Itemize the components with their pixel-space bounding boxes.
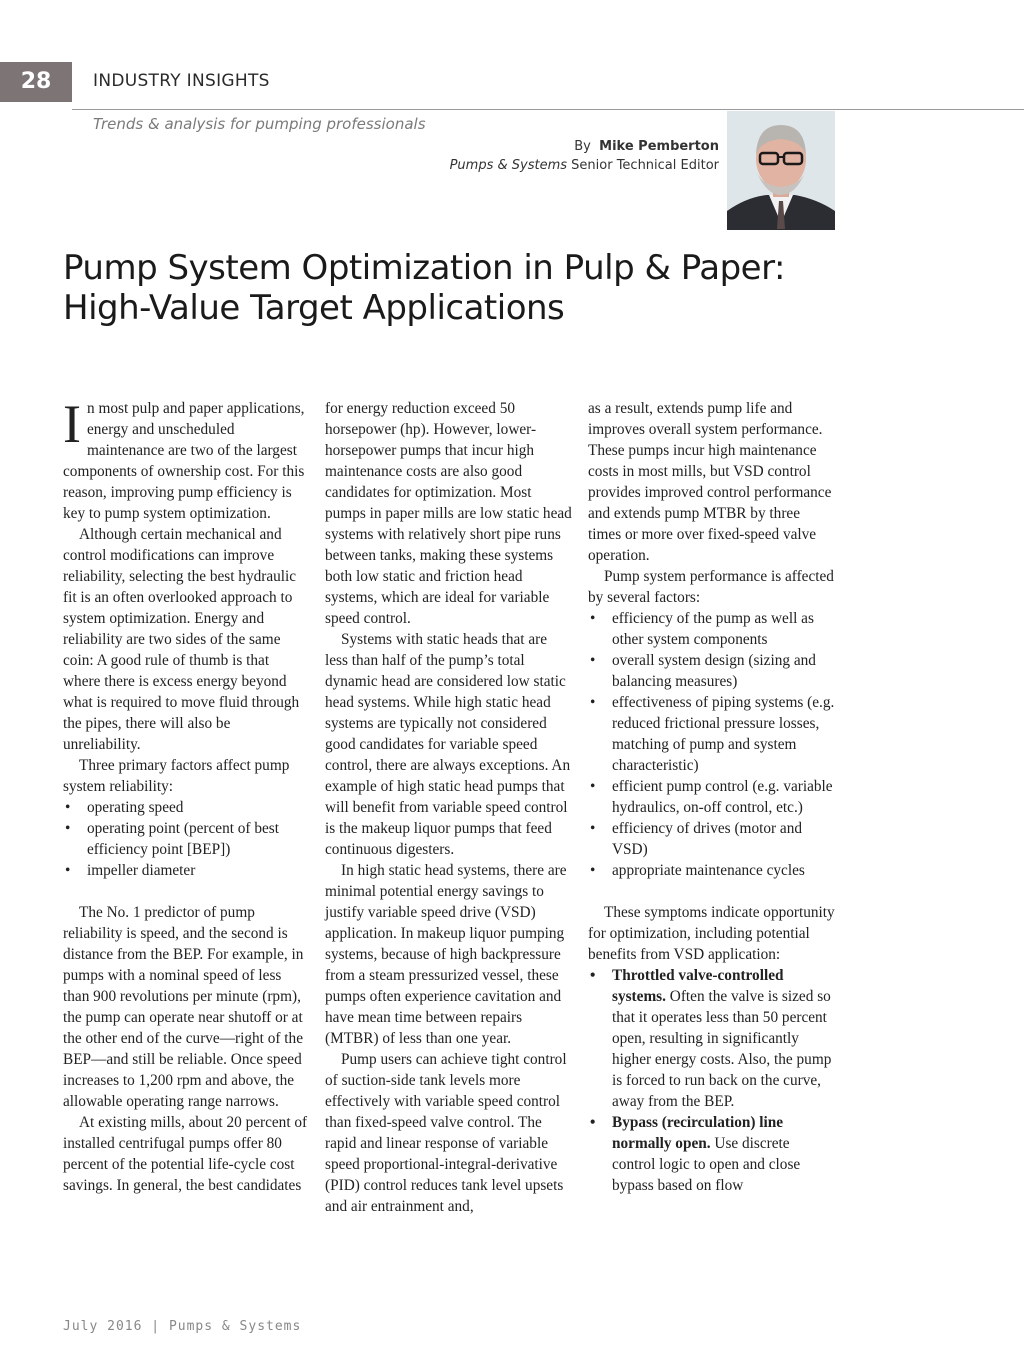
list-item: • efficient pump control (e.g. variable hydraulics, on-off control, etc.) [588, 776, 835, 818]
byline-by: By [574, 139, 591, 154]
footer-separator: | [151, 1319, 161, 1334]
paragraph: The No. 1 predictor of pump reliability is speed, and the second is distance from the BEP. For example, in pumps with a nominal speed of less than 900 revolutions per minute (rpm), the pump can operate near shutoff or at the other end of the curve—right of the BEP—and still be reliable. Once speed increases to 1,200 rpm and above, the allowable operating range narrows. [63, 904, 304, 1110]
column-1 [63, 394, 310, 1196]
column-2 [325, 398, 572, 1217]
list-item: • Throttled valve-controlled systems. Often the valve is sized so that it operates less than 50 percent open, resulting in significantly higher energy costs. Also, the pump is forced to run back on the curve, away from the BEP. [588, 965, 835, 1112]
author-role: Senior Technical Editor [571, 158, 719, 173]
list-item: • Bypass (recirculation) line normally open. Use discrete control logic to open and close bypass based on flow [588, 1112, 835, 1196]
paragraph: for energy reduction exceed 50 horsepower (hp). However, lower-horsepower pumps that incur high maintenance costs are also good candidates for optimization. Most pumps in paper mills are low static head systems with relatively short pipe runs between tanks, making these systems both low static and friction head systems, which are ideal for variable speed control. [325, 400, 572, 627]
paragraph: Pump users can achieve tight control of suction-side tank levels more effectively with variable speed control than fixed-speed valve control. The rapid and linear response of variable speed proportional-integral-derivative (PID) control reduces tank level upsets and air entrainment and, [325, 1051, 567, 1215]
article-title [63, 248, 785, 328]
section-title: INDUSTRY INSIGHTS [93, 71, 270, 91]
list-item: • appropriate maintenance cycles [588, 860, 835, 881]
author-name: Mike Pemberton [599, 139, 719, 154]
paragraph: In high static head systems, there are minimal potential energy savings to justify variable speed drive (VSD) application. In makeup liquor pumping systems, because of high backpressure from a steam pressurized vessel, these pumps often experience cavitation and have mean time between repairs (MTBR) of less than one year. [325, 862, 567, 1047]
author-photo [727, 111, 835, 230]
page-number: 28 [0, 62, 72, 102]
publication-name: Pumps & Systems [449, 158, 568, 173]
paragraph: In most pulp and paper applications, energy and unscheduled maintenance are two of the largest components of ownership cost. For this reason, improving pump efficiency is key to pump system optimization. [63, 394, 305, 522]
section-tagline: Trends & analysis for pumping professionals [93, 115, 426, 133]
footer-publication: Pumps & Systems [168, 1319, 302, 1334]
title-line-1: Pump System Optimization in Pulp & Paper: [63, 248, 785, 288]
list-item: • overall system design (sizing and balancing measures) [588, 650, 835, 692]
paragraph: as a result, extends pump life and improves overall system performance. These pumps incur high maintenance costs in most mills, but VSD control provides improved control performance and extends pump MTBR by three times or more over fixed-speed valve operation. [588, 400, 832, 564]
paragraph: Systems with static heads that are less than half of the pump’s total dynamic head are considered low static head systems. While high static head systems are typically not considered good candidates for variable speed control, there are always exceptions. An example of high static head pumps that will benefit from variable speed control is the makeup liquor pumps that feed continuous digesters. [325, 631, 571, 858]
paragraph: Although certain mechanical and control modifications can improve reliability, selecting the best hydraulic fit is an often overlooked approach to system optimization. Energy and reliability are two sides of the same coin: A good rule of thumb is that where there is excess energy beyond what is required to move fluid through the pipes, there will also be unreliability. [63, 526, 300, 753]
list-item: • efficiency of drives (motor and VSD) [588, 818, 835, 860]
paragraph: Pump system performance is affected by several factors: [588, 568, 834, 606]
issue-date: July 2016 [63, 1319, 143, 1334]
list-item: • operating point (percent of best efficiency point [BEP]) [63, 818, 310, 860]
bullet-list [63, 797, 310, 881]
list-item: • efficiency of the pump as well as other system components [588, 608, 835, 650]
list-item: • effectiveness of piping systems (e.g. reduced frictional pressure losses, matching of pump and system characteristic) [588, 692, 835, 776]
column-3 [588, 398, 835, 1196]
title-line-2: High-Value Target Applications [63, 288, 565, 328]
list-item: • operating speed [63, 797, 310, 818]
bold-bullet-list [588, 965, 835, 1196]
paragraph: Three primary factors affect pump system reliability: [63, 757, 290, 795]
drop-cap: I [63, 394, 81, 454]
bullet-list [588, 608, 835, 881]
header-rule [72, 109, 1024, 110]
page-footer [63, 1319, 301, 1334]
paragraph: At existing mills, about 20 percent of installed centrifugal pumps offer 80 percent of the potential life-cycle cost savings. In general, the best candidates [63, 1114, 308, 1194]
list-item: • impeller diameter [63, 860, 310, 881]
paragraph: These symptoms indicate opportunity for optimization, including potential benefits from VSD application: [588, 904, 835, 963]
byline [450, 137, 719, 175]
